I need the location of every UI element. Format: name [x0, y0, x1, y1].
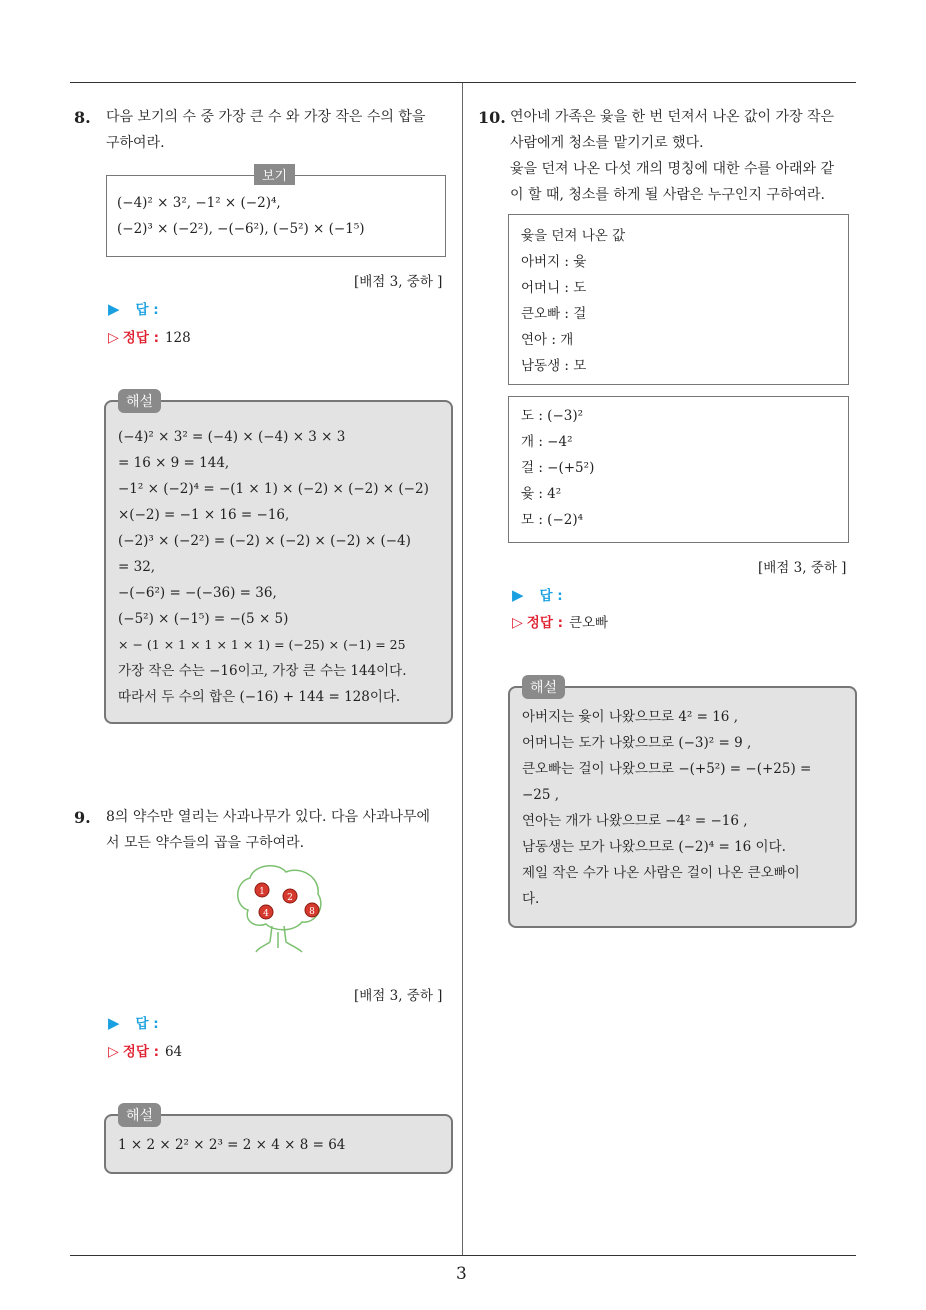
solution-line: × − (1 × 1 × 1 × 1 × 1) = (−25) × (−1) = 25 — [118, 637, 406, 652]
solution-line: 다. — [522, 891, 540, 907]
text-line: 8의 약수만 열리는 사과나무가 있다. 다음 사과나무에 — [106, 809, 431, 825]
box-line: 모 : (−2)⁴ — [521, 512, 584, 528]
box-line: 윷 : 4² — [521, 486, 562, 502]
solution-line: ×(−2) = −1 × 16 = −16, — [118, 507, 290, 523]
box-line: 걸 : −(+5²) — [521, 460, 595, 476]
question-text — [106, 804, 430, 856]
text-line: 이 할 때, 청소를 하게 될 사람은 누구인지 구하여라. — [510, 187, 825, 203]
text-line: 구하여라. — [106, 135, 165, 151]
correct-answer-row — [512, 611, 608, 631]
solution-line: (−5²) × (−1⁵) = −(5 × 5) — [118, 611, 289, 627]
apple-label: 8 — [309, 907, 315, 917]
text-line: 다음 보기의 수 중 가장 큰 수 와 가장 작은 수의 합을 — [106, 109, 426, 125]
correct-answer-row — [108, 1040, 182, 1060]
solution-line: (−4)² × 3² = (−4) × (−4) × 3 × 3 — [118, 429, 346, 445]
correct-label: 정답 : — [122, 330, 159, 346]
bottom-rule — [70, 1255, 856, 1256]
answer-row — [512, 584, 563, 604]
play-icon: ▶ — [512, 586, 524, 604]
apple-label: 4 — [263, 909, 269, 919]
box-line: 큰오빠 : 걸 — [521, 306, 587, 322]
box-line: 도 : (−3)² — [521, 408, 584, 424]
score-label: [배점 3, 중하 ] — [354, 274, 443, 290]
apple-label: 1 — [259, 887, 265, 897]
solution-line: 큰오빠는 걸이 나왔으므로 −(+5²) = −(+25) = — [522, 761, 812, 777]
answer-label: 답 : — [135, 1016, 159, 1032]
solution-line: 제일 작은 수가 나온 사람은 걸이 나온 큰오빠이 — [522, 865, 800, 881]
page-number: 3 — [456, 1264, 467, 1284]
solution-tag: 해설 — [522, 675, 565, 699]
answer-row — [108, 1012, 159, 1032]
text-line: 서 모든 약수들의 곱을 구하여라. — [106, 835, 305, 851]
score-label: [배점 3, 중하 ] — [758, 560, 847, 576]
text-line: 사람에게 청소를 맡기기로 했다. — [510, 135, 704, 151]
solution-line: = 16 × 9 = 144, — [118, 455, 230, 471]
top-rule — [70, 82, 856, 83]
open-triangle-icon: ▷ — [108, 1044, 119, 1060]
apple-3 — [259, 905, 273, 919]
box-line: 어머니 : 도 — [521, 280, 587, 296]
column-divider — [462, 83, 463, 1256]
apple-label: 2 — [287, 893, 293, 903]
value-box — [508, 396, 849, 543]
text-line: 연아네 가족은 윷을 한 번 던져서 나온 값이 가장 작은 — [510, 109, 835, 125]
question-text — [106, 104, 425, 156]
answer-row — [108, 298, 159, 318]
solution-line: 따라서 두 수의 합은 (−16) + 144 = 128이다. — [118, 689, 401, 705]
solution-line: 아버지는 윷이 나왔으므로 4² = 16 , — [522, 709, 738, 725]
example-line: (−4)² × 3², −1² × (−2)⁴, — [117, 195, 281, 211]
solution-box — [104, 400, 453, 724]
correct-value: 64 — [164, 1044, 183, 1060]
solution-line: = 32, — [118, 559, 156, 575]
solution-line: 어머니는 도가 나왔으므로 (−3)² = 9 , — [522, 735, 752, 751]
example-box — [106, 175, 446, 257]
solution-tag: 해설 — [118, 389, 161, 413]
open-triangle-icon: ▷ — [108, 330, 119, 346]
answer-label: 답 : — [135, 302, 159, 318]
correct-answer-row — [108, 326, 191, 346]
solution-line: 1 × 2 × 2² × 2³ = 2 × 4 × 8 = 64 — [118, 1137, 346, 1153]
solution-line: −(−6²) = −(−36) = 36, — [118, 585, 277, 601]
example-tag: 보기 — [254, 164, 295, 185]
solution-line: −1² × (−2)⁴ = −(1 × 1) × (−2) × (−2) × (−2) — [118, 481, 429, 497]
open-triangle-icon: ▷ — [512, 615, 523, 631]
solution-line: 연아는 개가 나왔으므로 −4² = −16 , — [522, 813, 748, 829]
score-label: [배점 3, 중하 ] — [354, 988, 443, 1004]
example-line: (−2)³ × (−2²), −(−6²), (−5²) × (−1⁵) — [117, 221, 365, 237]
box-line: 윷을 던져 나온 값 — [521, 228, 626, 244]
box-line: 아버지 : 윷 — [521, 254, 587, 270]
question-number: 10. — [478, 108, 506, 127]
play-icon: ▶ — [108, 300, 120, 318]
play-icon: ▶ — [108, 1014, 120, 1032]
correct-label: 정답 : — [526, 615, 563, 631]
solution-line: 가장 작은 수는 −16이고, 가장 큰 수는 144이다. — [118, 663, 407, 679]
answer-label: 답 : — [539, 588, 563, 604]
question-text — [510, 104, 834, 208]
apple-4 — [305, 903, 319, 917]
question-number: 9. — [74, 808, 91, 827]
apple-2 — [283, 889, 297, 903]
correct-label: 정답 : — [122, 1044, 159, 1060]
box-line: 개 : −4² — [521, 434, 573, 450]
box-line: 남동생 : 모 — [521, 358, 587, 374]
text-line: 윷을 던져 나온 다섯 개의 명칭에 대한 수를 아래와 같 — [510, 161, 835, 177]
correct-value: 큰오빠 — [568, 615, 609, 631]
solution-line: (−2)³ × (−2²) = (−2) × (−2) × (−2) × (−4) — [118, 533, 411, 549]
solution-box — [508, 686, 857, 928]
correct-value: 128 — [164, 330, 191, 346]
solution-line: 남동생는 모가 나왔으므로 (−2)⁴ = 16 이다. — [522, 839, 786, 855]
apple-tree-image — [228, 862, 328, 956]
result-box — [508, 214, 849, 385]
solution-tag: 해설 — [118, 1103, 161, 1127]
apple-1 — [255, 883, 269, 897]
solution-line: −25 , — [522, 787, 560, 803]
box-line: 연아 : 개 — [521, 332, 574, 348]
question-number: 8. — [74, 108, 91, 127]
